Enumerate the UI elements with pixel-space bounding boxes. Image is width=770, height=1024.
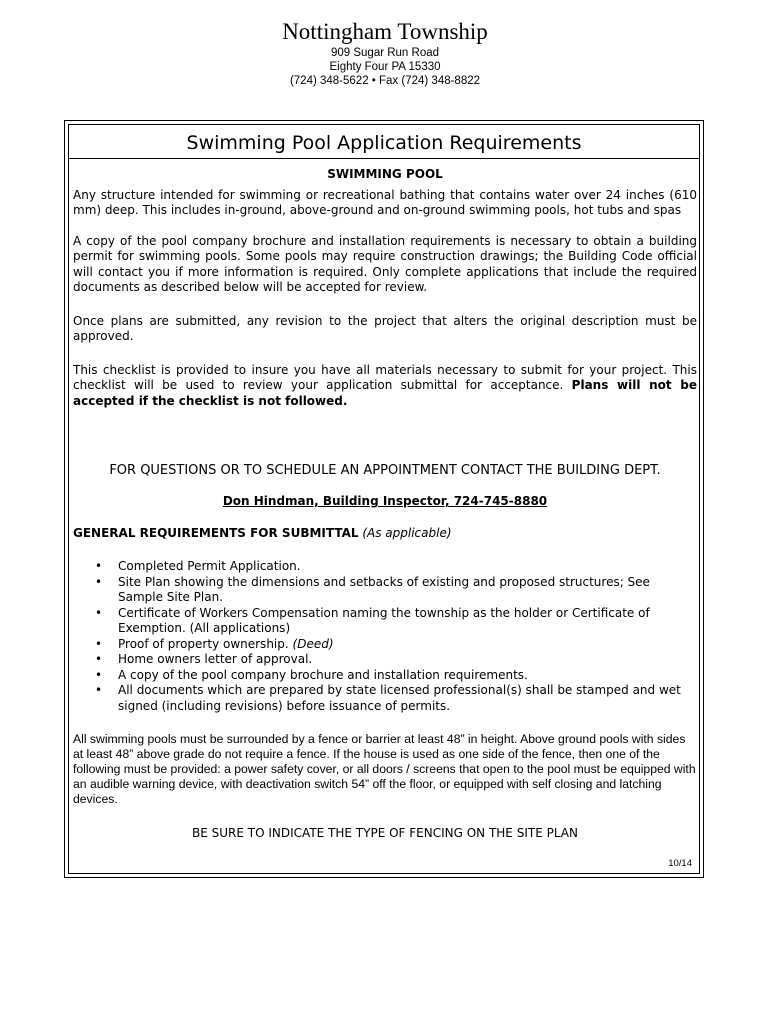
document-body (73, 167, 697, 842)
form-revision-code: 10/14 (668, 858, 692, 869)
general-heading: GENERAL REQUIREMENTS FOR SUBMITTAL (73, 525, 359, 540)
list-item (73, 575, 697, 606)
requirement-text: Site Plan showing the dimensions and setbacks of existing and proposed structures; See Sample Site Plan. (118, 574, 650, 604)
questions-line: FOR QUESTIONS OR TO SCHEDULE AN APPOINTMENT CONTACT THE BUILDING DEPT. (109, 463, 661, 478)
checklist-warning: Plans will not be accepted if the checklist is not followed. (73, 378, 697, 408)
phone-fax: (724) 348-5622 • Fax (724) 348-8822 (289, 75, 481, 87)
list-item (73, 606, 697, 637)
letterhead (0, 18, 770, 88)
revision-paragraph: Once plans are submitted, any revision to the project that alters the original description must be approved. (73, 313, 697, 343)
bullet: • (95, 574, 103, 589)
contact-line (73, 494, 697, 510)
address-street: 909 Sugar Run Road (330, 47, 440, 59)
requirement-text: Home owners letter of approval. (118, 652, 313, 666)
requirement-text: A copy of the pool company brochure and installation requirements. (118, 667, 528, 682)
checklist-text: This checklist is provided to insure you have all materials necessary to submit for your project. This checklist will be used to review your application submittal for acceptance. (73, 362, 697, 392)
requirement-text: Proof of property ownership. (118, 636, 289, 651)
requirement-text: Completed Permit Application. (118, 559, 301, 573)
brochure-paragraph: A copy of the pool company brochure and installation requirements is necessary to obtain a building permit for swimming pools. Some pools may require construction drawings; the Building Code official will contact you if more information is required. Only complete applications that include the required documents as described below will be accepted for review. (73, 233, 697, 294)
bullet: • (95, 667, 103, 682)
general-requirements-heading (73, 526, 697, 542)
bullet: • (95, 683, 103, 697)
requirements-list (73, 559, 697, 714)
bullet: • (95, 605, 103, 620)
bullet: • (95, 559, 103, 573)
list-item (73, 668, 697, 684)
requirement-text: Certificate of Workers Compensation naming the township as the holder or Certificate of Exemption. (All applications) (118, 605, 650, 635)
list-item (73, 637, 697, 653)
inspector-contact: Don Hindman, Building Inspector, 724-745-8880 (222, 494, 548, 508)
title-divider (68, 158, 700, 159)
requirement-note: (Deed) (292, 636, 334, 651)
section-subtitle: SWIMMING POOL (327, 167, 443, 181)
general-note: (As applicable) (362, 525, 452, 540)
checklist-paragraph (73, 363, 697, 410)
list-item (73, 683, 697, 714)
address-city: Eighty Four PA 15330 (329, 61, 441, 73)
definition-paragraph: Any structure intended for swimming or recreational bathing that contains water over 24 inches (610 mm) deep. This includes in-ground, above-ground and on-ground swimming pools, hot tubs and spas (73, 187, 697, 217)
list-item (73, 652, 697, 668)
fencing-note: BE SURE TO INDICATE THE TYPE OF FENCING ON THE SITE PLAN (192, 826, 578, 840)
bullet: • (95, 636, 103, 651)
document-title: Swimming Pool Application Requirements (186, 132, 582, 154)
list-item (73, 559, 697, 575)
township-name: Nottingham Township (282, 19, 488, 44)
bullet: • (95, 652, 103, 666)
requirement-text: All documents which are prepared by state licensed professional(s) shall be stamped and wet signed (including revisions) before issuance of permits. (118, 683, 681, 713)
fence-requirements-paragraph: All swimming pools must be surrounded by a fence or barrier at least 48” in height. Above ground pools with sides at least 48” above grade do not require a fence. If the house is used as one side of the fence, then one of the following must be provided: a power safety cover, or all doors / screens that open to the pool must be equipped with an audible warning device, with deactivation switch 54” off the floor, or equipped with self closing and latching devices. (73, 732, 696, 806)
